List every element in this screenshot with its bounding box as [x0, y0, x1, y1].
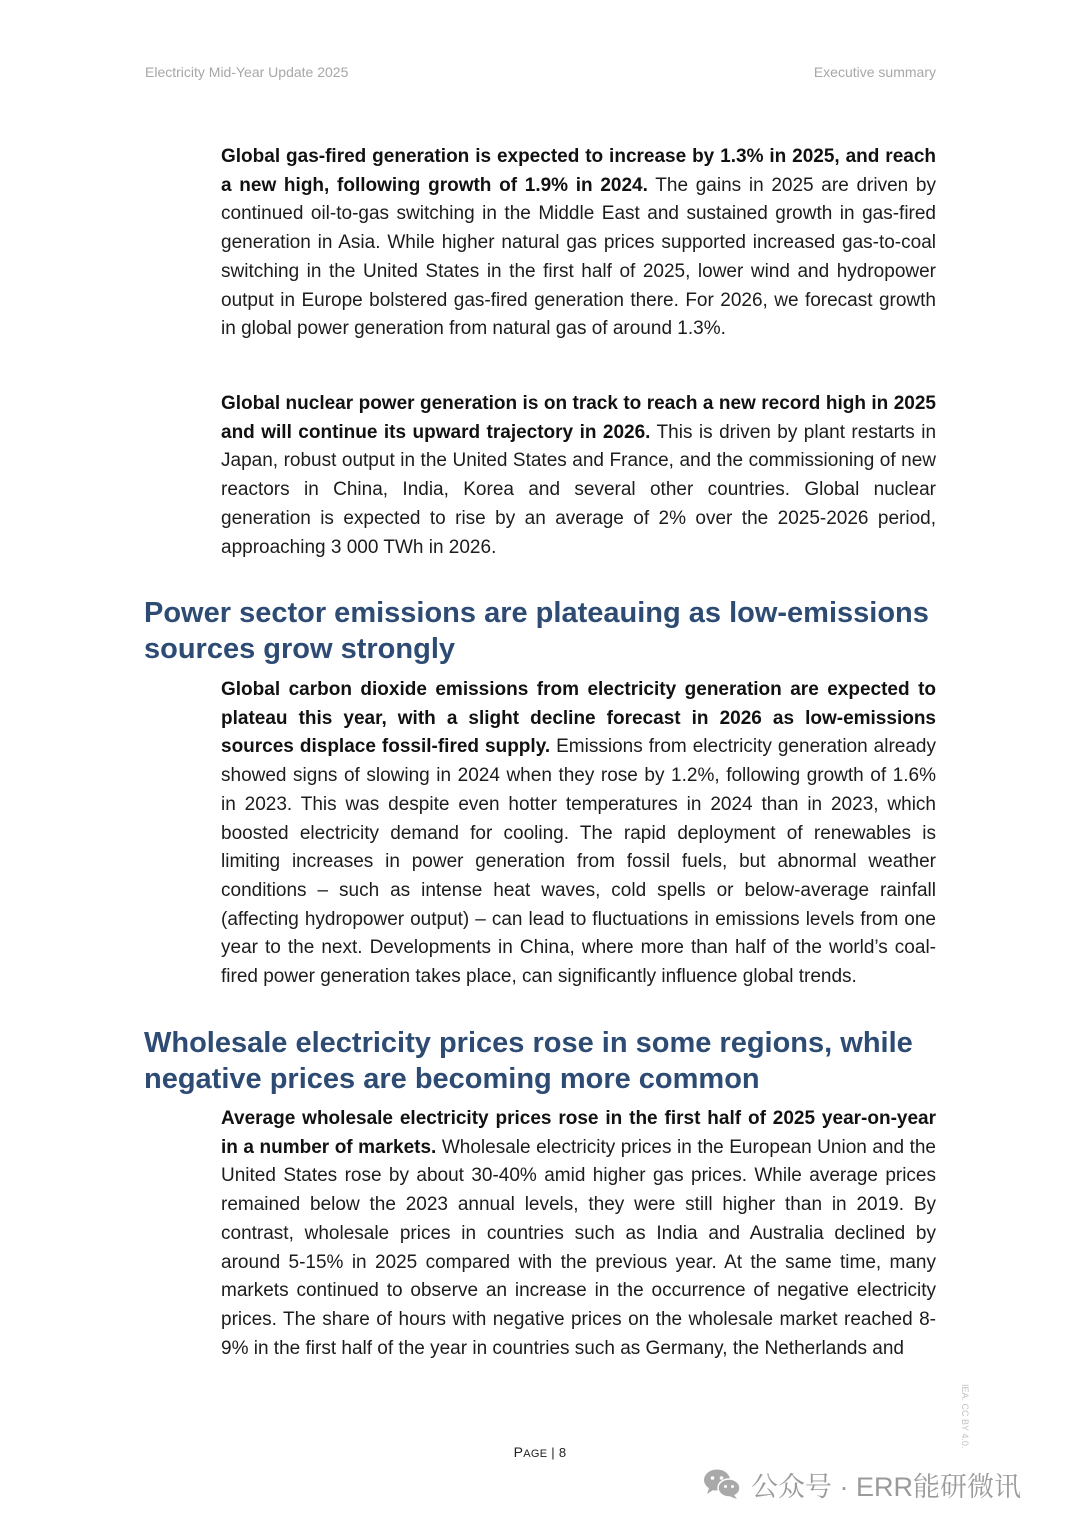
page-number-value: 8 [558, 1445, 567, 1460]
wechat-icon [703, 1468, 741, 1500]
paragraph-body: Emissions from electricity generation already showed signs of slowing in 2024 when they rose by 1.2%, following growth of 1.6% in 2023. This was despite even hotter temperatures in 2024 than in 2023, which boosted electricity demand for cooling. The rapid deployment of renewables is limiting increases in power generation from fossil fuels, but abnormal weather conditions – such as intense heat waves, cold spells or below-average rainfall (affecting hydropower output) – can lead to fluctuations in emissions levels from one year to the next. Developments in China, where more than half of the world’s coal-fired power generation takes place, can significantly influence global trends. [221, 736, 936, 988]
running-header-title: Electricity Mid-Year Update 2025 [145, 64, 349, 80]
paragraph-body: This is driven by plant restarts in Japan, robust output in the United States and France, and the commissioning of new reactors in China, India, Korea and several other countries. Global nuclear generation is expected to rise by an average of 2% over the 2025-2026 period, approaching 3 000 TWh in 2026. [221, 421, 937, 558]
page-number [0, 1444, 1080, 1460]
running-header-section: Executive summary [813, 64, 936, 80]
license-credit: IEA. CC BY 4.0. [960, 1384, 970, 1449]
page-label-initial: P [513, 1444, 524, 1460]
paragraph-lead: Global gas-fired generation is expected to increase by 1.3% in 2025, and reach a new high, following growth of 1.9% in 2024. [221, 146, 936, 196]
paragraph-body: The gains in 2025 are driven by continued oil-to-gas switching in the Middle East and sustained growth in gas-fired generation in Asia. While higher natural gas prices supported increased gas-to-coal switching in the United States in the first half of 2025, lower wind and hydropower output in Europe bolstered gas-fired generation there. For 2026, we forecast growth in global power generation from natural gas of around 1.3%. [221, 174, 936, 340]
paragraph-lead: Average wholesale electricity prices rose in the first half of 2025 year-on-year in a number of markets. [221, 1108, 936, 1158]
page-label-rest: AGE [523, 1448, 548, 1460]
section-heading-emissions: Power sector emissions are plateauing as low-emissions sources grow strongly [144, 597, 929, 665]
watermark-text: 公众号 · ERR能研微讯 [751, 1471, 1021, 1502]
paragraph-nuclear-generation [221, 390, 936, 562]
paragraph-wholesale-prices [221, 1105, 936, 1363]
page-separator: | [547, 1445, 559, 1460]
paragraph-body: Wholesale electricity prices in the European Union and the United States rose by about 30-40% amid higher gas prices. While average prices remained below the 2023 annual levels, they were still higher than in 2019. By contrast, wholesale prices in countries such as India and Australia declined by around 5-15% in 2025 compared with the previous year. At the same time, many markets continued to observe an increase in the occurrence of negative electricity prices. The share of hours with negative prices on the wholesale market reached 8-9% in the first half of the year in countries such as Germany, the Netherlands and [221, 1136, 936, 1359]
wechat-watermark [703, 1465, 1021, 1503]
paragraph-gas-generation [221, 143, 936, 344]
paragraph-lead: Global carbon dioxide emissions from electricity generation are expected to plateau this year, with a slight decline forecast in 2026 as low-emissions sources displace fossil-fired supply. [221, 679, 936, 758]
paragraph-lead: Global nuclear power generation is on track to reach a new record high in 2025 and will continue its upward trajectory in 2026. [221, 393, 936, 443]
paragraph-emissions [221, 676, 936, 992]
section-heading-prices: Wholesale electricity prices rose in some regions, while negative prices are becoming more common [144, 1027, 913, 1095]
